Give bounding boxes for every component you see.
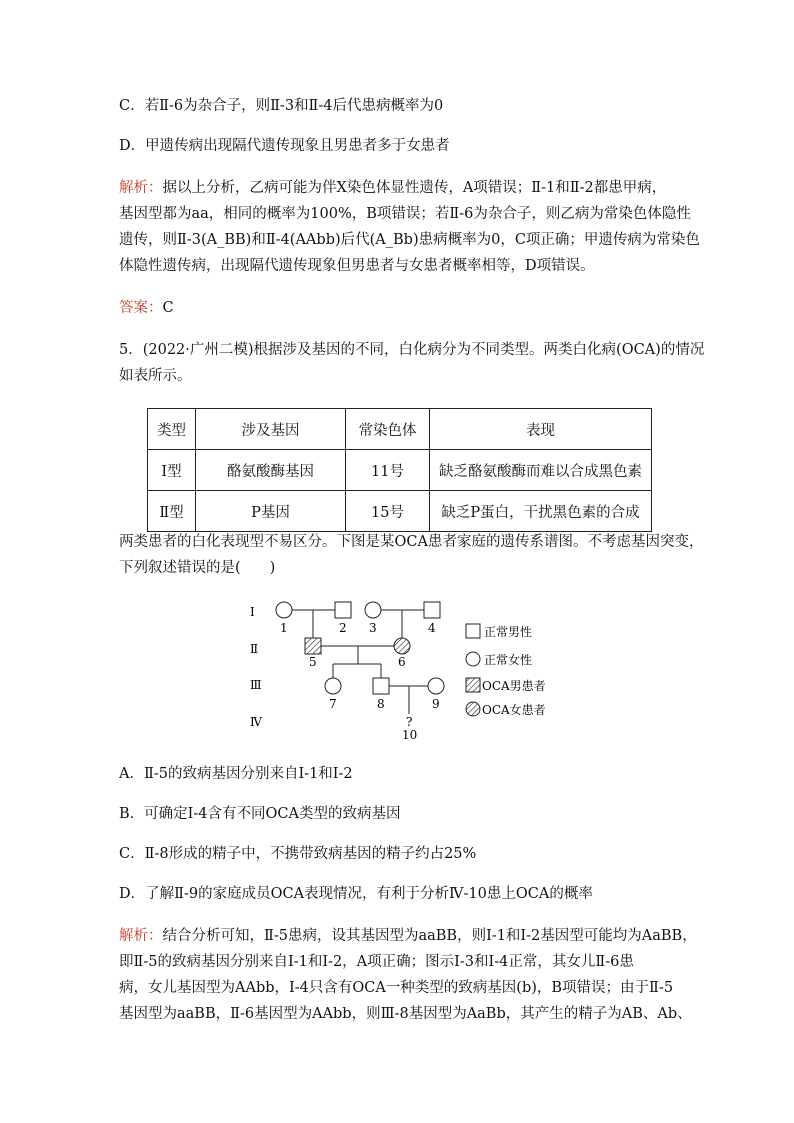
- table-cell: 15号: [346, 491, 430, 532]
- table-row: [148, 491, 652, 532]
- analysis-text: 据以上分析，乙病可能为伴X染色体显性遗传，A项错误；Ⅱ-1和Ⅱ-2都患甲病，: [162, 180, 667, 196]
- table-cell: P基因: [196, 491, 346, 532]
- legend-oca-male-symbol: [466, 678, 480, 692]
- individual-label: 4: [428, 621, 436, 635]
- individual-label: 8: [377, 697, 385, 711]
- answer-line: [119, 298, 174, 318]
- option-5-b: B．可确定Ⅰ-4含有不同OCA类型的致病基因: [119, 806, 401, 822]
- question-5-line-1: 5．(2022·广州二模)根据涉及基因的不同，白化病分为不同类型。两类白化病(OCA)的情况: [119, 342, 705, 358]
- legend-normal-female: 正常女性: [484, 653, 533, 667]
- individual-9: [428, 678, 444, 694]
- analysis2-line-4: 基因型为aaBB，Ⅱ-6基因型为AAbb，则Ⅲ-8基因型为AaBb，其产生的精子为AB、Ab、: [119, 1006, 692, 1022]
- individual-label: 10: [402, 728, 418, 742]
- oca-table: [147, 408, 652, 532]
- analysis-line-3: 遗传，则Ⅱ-3(A_BB)和Ⅱ-4(AAbb)后代(A_Bb)患病概率为0，C项正确；甲遗传病为常染色: [119, 232, 700, 248]
- analysis2-line-1: [119, 926, 697, 946]
- legend-oca-male: OCA男患者: [482, 679, 546, 693]
- analysis-line-1: [119, 178, 666, 198]
- table-cell: 缺乏酪氨酸酶而难以合成黑色素: [430, 450, 652, 491]
- answer-value: C: [162, 300, 174, 316]
- table-cell: 11号: [346, 450, 430, 491]
- after-table-line-2: 下列叙述错误的是( ): [119, 560, 276, 576]
- analysis-label: 解析：: [119, 180, 163, 196]
- table-header: 涉及基因: [196, 409, 346, 450]
- generation-label: Ⅲ: [250, 678, 262, 692]
- generation-label: Ⅰ: [250, 605, 255, 619]
- legend-normal-male-symbol: [466, 624, 480, 638]
- individual-label: 2: [339, 621, 347, 635]
- individual-label: 1: [280, 621, 288, 635]
- table-header: 类型: [148, 409, 196, 450]
- option-c: C．若Ⅱ-6为杂合子，则Ⅱ-3和Ⅱ-4后代患病概率为0: [119, 98, 444, 114]
- legend-normal-male: 正常男性: [484, 625, 533, 639]
- table-header-row: [148, 409, 652, 450]
- individual-4: [424, 602, 440, 618]
- analysis2-line-2: 即Ⅱ-5的致病基因分别来自Ⅰ-1和Ⅰ-2，A项正确；图示Ⅰ-3和Ⅰ-4正常，其女儿Ⅱ-6患: [119, 954, 634, 970]
- individual-7: [325, 678, 341, 694]
- table-cell: Ⅰ型: [148, 450, 196, 491]
- individual-label: 6: [398, 655, 406, 669]
- analysis-line-4: 体隐性遗传病，出现隔代遗传现象但男患者与女患者概率相等，D项错误。: [119, 258, 595, 274]
- option-5-a: A．Ⅱ-5的致病基因分别来自Ⅰ-1和Ⅰ-2: [119, 766, 353, 782]
- individual-label: 7: [329, 697, 337, 711]
- unknown-mark: ?: [406, 715, 413, 729]
- question-5-line-2: 如表所示。: [119, 368, 192, 384]
- table-header: 常染色体: [346, 409, 430, 450]
- option-d: D．甲遗传病出现隔代遗传现象且男患者多于女患者: [119, 138, 450, 154]
- table-cell: Ⅱ型: [148, 491, 196, 532]
- individual-2: [335, 602, 351, 618]
- table-header: 表现: [430, 409, 652, 450]
- table-cell: 酪氨酸酶基因: [196, 450, 346, 491]
- generation-label: Ⅱ: [250, 642, 259, 656]
- option-5-d: D．了解Ⅱ-9的家庭成员OCA表现情况，有利于分析Ⅳ-10患上OCA的概率: [119, 886, 593, 902]
- individual-8: [373, 678, 389, 694]
- analysis-label: 解析：: [119, 928, 163, 944]
- individual-6: [394, 638, 410, 654]
- individual-label: 5: [309, 655, 317, 669]
- generation-label: Ⅳ: [250, 715, 262, 729]
- option-5-c: C．Ⅱ-8形成的精子中，不携带致病基因的精子约占25%: [119, 846, 477, 862]
- answer-label: 答案：: [119, 300, 163, 316]
- analysis2-line-3: 病，女儿基因型为AAbb，Ⅰ-4只含有OCA一种类型的致病基因(b)，B项错误；由于Ⅱ-5: [119, 980, 674, 996]
- individual-label: 9: [432, 697, 440, 711]
- pedigree-chart: [240, 596, 570, 744]
- analysis-text: 结合分析可知，Ⅱ-5患病，设其基因型为aaBB，则Ⅰ-1和Ⅰ-2基因型可能均为AaBB，: [162, 928, 697, 944]
- legend-oca-female: OCA女患者: [482, 703, 546, 717]
- legend-oca-female-symbol: [466, 702, 480, 716]
- table-row: [148, 450, 652, 491]
- individual-label: 3: [369, 621, 377, 635]
- table-cell: 缺乏P蛋白，干扰黑色素的合成: [430, 491, 652, 532]
- individual-3: [365, 602, 381, 618]
- individual-1: [276, 602, 292, 618]
- analysis-line-2: 基因型都为aa，相同的概率为100%，B项错误；若Ⅱ-6为杂合子，则乙病为常染色体隐性: [119, 206, 691, 222]
- after-table-line-1: 两类患者的白化表现型不易区分。下图是某OCA患者家庭的遗传系谱图。不考虑基因突变，: [119, 534, 704, 550]
- legend-normal-female-symbol: [466, 652, 480, 666]
- individual-5: [305, 638, 321, 654]
